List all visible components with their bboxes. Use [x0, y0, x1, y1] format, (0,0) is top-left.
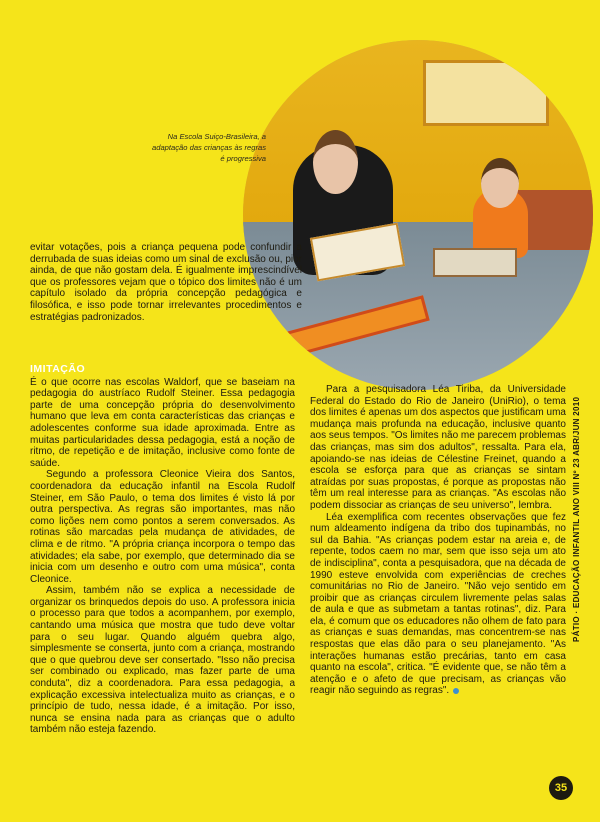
photo-book-right [433, 248, 517, 277]
right-paragraph-text: Léa exemplifica com recentes observações que fez num aldeamento indígena da tribo dos tupinambás, no sul da Bahia. "As crianças podem estar na areia e, de repente, todos caem no mar, sem que isso seja um ato de indisciplina", conta a pesquisadora, que na década de 1990 esteve envolvida com experiências de creches comunitárias no Rio de Janeiro. "Não vejo sentido em proibir que as crianças circulem livremente pelas salas de aula e que as submetam a tantas rotinas", diz. Para ela, é comum que os educadores não olhem de fato para as crianças e suas demandas, mas concentrem-se nas respostas que elas dão para o seu planejamento. "As interações humanas estão precárias, tanto em casa quanto na escola", critica. "É evidente que, se não têm a atenção e o afeto de que precisam, as crianças vão reagir não seguindo as regras". [310, 511, 566, 697]
right-paragraph [310, 512, 566, 698]
right-column [310, 384, 566, 697]
classroom-photo [243, 40, 593, 390]
photo-window [423, 60, 549, 126]
publication-name: PÁTIO · EDUCAÇÃO INFANTIL [572, 518, 581, 642]
left-paragraph: É o que ocorre nas escolas Waldorf, que se baseiam na pedagogia do austríaco Rudolf Steiner. Essa pedagogia parte de uma concepção própria do desenvolvimento humano que leva em conta características das crianças e adolescentes conforme sua idade aproximada. Entre as muitas particularidades dessa pedagogia, está a noção de ritmo, de repetição e de imitação, inclusive como fonte de saúde. [30, 376, 295, 469]
section-heading: IMITAÇÃO [30, 363, 86, 375]
photo-child-left-head [313, 130, 358, 194]
issue-info: ANO VIII Nº 23 ABR/JUN 2010 [572, 396, 581, 517]
end-of-article-mark [453, 688, 459, 694]
intro-text: evitar votações, pois a criança pequena pode confundir a derrubada de suas ideias como um sinal de exclusão ou, pior ainda, de que não gostam dela. É igualmente imprescindível que os professores vejam que o tópico dos limites não é um capítulo isolado da própria concepção pedagógica e filosófica, e isso pode tornar irrelevantes procedimentos e estratégias padronizados. [30, 242, 302, 323]
left-column [30, 364, 295, 736]
photo-child-right-head [481, 158, 519, 208]
photo-caption: Na Escola Suiço-Brasileira, a adaptação das crianças às regras é progressiva [152, 132, 266, 163]
page-number-badge: 35 [549, 776, 573, 800]
right-paragraph: Para a pesquisadora Léa Tiriba, da Universidade Federal do Estado do Rio de Janeiro (UniRio), o tema dos limites é apenas um dos aspectos que justificam uma mudança mais profunda na educação, inclusive quanto aos seus tempos. "Os limites não me parecem problemas das crianças, mas sim dos adultos", ressalta. Para ela, apoiando-se nas ideias de Célestine Freinet, quando a escola se esforça para que as crianças se sintam atraídas por suas propostas, é porque as propostas não têm um real interesse para as crianças. "As escolas não podem dissociar as crianças de seu universo", lembra. [310, 384, 566, 511]
left-paragraph: Segundo a professora Cleonice Vieira dos Santos, coordenadora da educação infantil na Escola Rudolf Steiner, em São Paulo, o tema dos limites é visto lá por outra perspectiva. As regras são importantes, mas não como lições nem como pontos a serem conversados. As rotinas são marcadas pela mudança de atividades, de clima e de ritmo. "A própria criança incorpora o tempo das atividades; ela sabe, por exemplo, que determinado dia se inicia com um desenho e outro com uma música", conta Cleonice. [30, 469, 295, 585]
running-footer [572, 397, 581, 642]
intro-paragraph [30, 242, 302, 323]
left-paragraph: Assim, também não se explica a necessidade de organizar os brinquedos depois do uso. A professora inicia o processo para que todos a acompanhem, por exemplo, cantando uma música que mostra que tudo deve voltar para o seu lugar. Quando alguém quebra algo, simplesmente se conserta, junto com a criança, mostrando que o que quebrou deve ser consertado. "Isso não precisa ser combinado ou explicado, mas fazer parte de uma conduta", diz a coordenadora. Para essa pedagogia, a explicação excessiva intelectualiza muito as crianças, e o princípio de tudo, nessa idade, é a imitação. Por isso, nunca se ensina nada para as crianças que o adulto também não esteja fazendo. [30, 585, 295, 736]
